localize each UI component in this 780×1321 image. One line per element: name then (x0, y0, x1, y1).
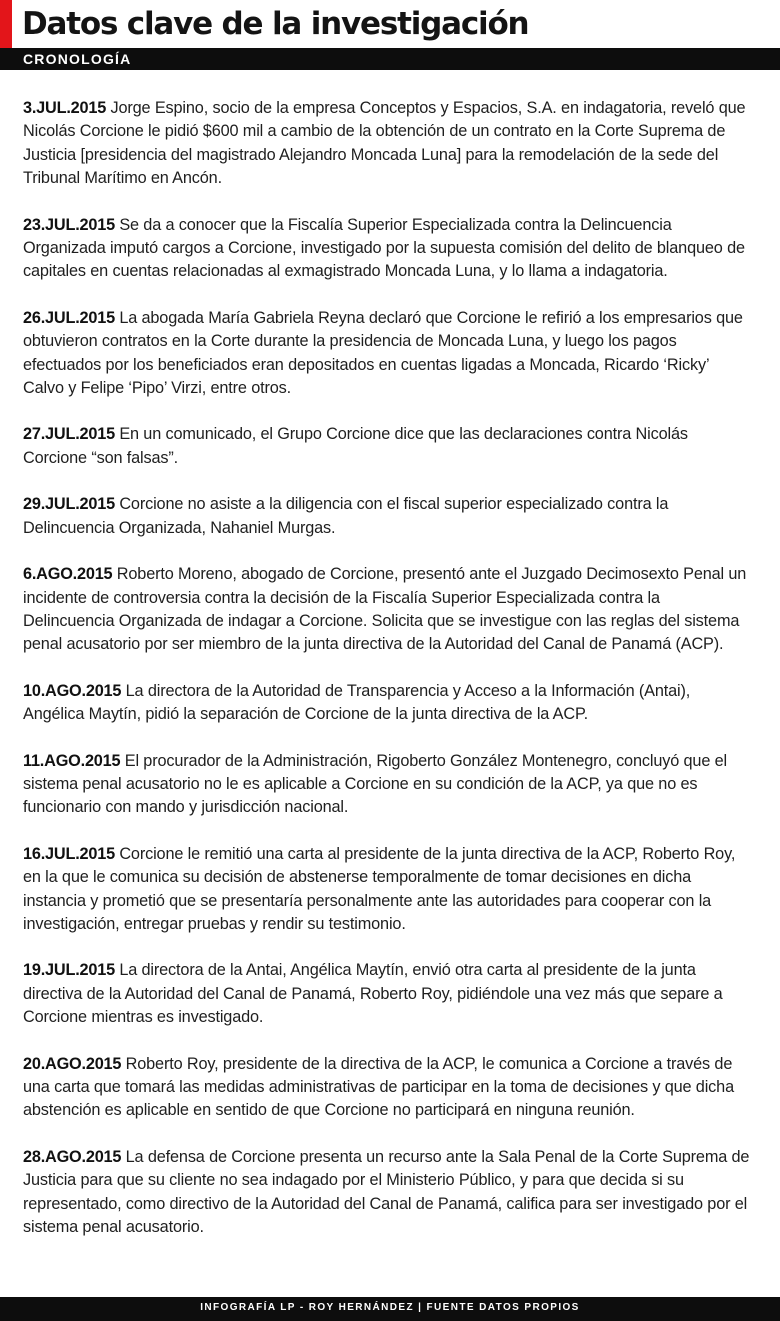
timeline-entry (23, 959, 753, 1029)
entry-text: Corcione le remitió una carta al presidente de la junta directiva de la ACP, Roberto Roy, en la que le comunica su decisión de abstenerse temporalmente de tomar decisiones en dicha instancia y prometió que se presentaría personalmente ante las autoridades para cooperar con la investigación, entregar pruebas y rendir su testimonio. (23, 844, 736, 933)
entry-date: 16.JUL.2015 (23, 844, 115, 863)
entry-text: El procurador de la Administración, Rigoberto González Montenegro, concluyó que el sistema penal acusatorio no le es aplicable a Corcione en su condición de la ACP, ya que no es funcionario con mando y jurisdicción nacional. (23, 751, 727, 817)
timeline-entry (23, 97, 753, 191)
entry-text: Corcione no asiste a la diligencia con el fiscal superior especializado contra la Delincuencia Organizada, Nahaniel Murgas. (23, 495, 669, 537)
entry-date: 10.AGO.2015 (23, 681, 122, 700)
entry-text: Roberto Moreno, abogado de Corcione, presentó ante el Juzgado Decimosexto Penal un incidente de controversia contra la decisión de la Fiscalía Superior Especializada contra la Delincuencia Organizada de indagar a Corcione. Solicita que se investigue con las reglas del sistema penal acusatorio por ser miembro de la junta directiva de la Autoridad del Canal de Panamá (ACP). (23, 565, 747, 654)
entry-date: 28.AGO.2015 (23, 1147, 122, 1166)
footer-credit: INFOGRAFÍA LP - ROY HERNÁNDEZ | FUENTE DATOS PROPIOS (200, 1302, 580, 1313)
entry-text: En un comunicado, el Grupo Corcione dice que las declaraciones contra Nicolás Corcione “son falsas”. (23, 425, 688, 467)
entry-date: 6.AGO.2015 (23, 565, 113, 584)
entry-date: 20.AGO.2015 (23, 1054, 122, 1073)
timeline-entry (23, 843, 753, 937)
entry-text: Roberto Roy, presidente de la directiva de la ACP, le comunica a Corcione a través de una carta que tomará las medidas administrativas de participar en la toma de decisiones y que dicha abstención es aplicable en sentido de que Corcione no participará en ninguna reunión. (23, 1054, 734, 1120)
section-header-bar (0, 48, 780, 70)
entry-text: Se da a conocer que la Fiscalía Superior Especializada contra la Delincuencia Organizada imputó cargos a Corcione, investigado por la supuesta comisión del delito de blanqueo de capitales en cuentas relacionadas al exmagistrado Moncada Luna, y lo llama a indagatoria. (23, 215, 745, 281)
entry-text: La directora de la Antai, Angélica Maytín, envió otra carta al presidente de la junta directiva de la Autoridad del Canal de Panamá, Roberto Roy, pidiéndole una vez más que separe a Corcione mientras es investigado. (23, 961, 723, 1027)
red-accent-bar (0, 0, 12, 48)
entry-date: 26.JUL.2015 (23, 308, 115, 327)
entry-date: 27.JUL.2015 (23, 425, 115, 444)
timeline (23, 97, 753, 1262)
entry-date: 19.JUL.2015 (23, 961, 115, 980)
entry-text: La abogada María Gabriela Reyna declaró que Corcione le refirió a los empresarios que obtuvieron contratos en la Corte durante la presidencia de Moncada Luna, y luego los pagos efectuados por los beneficiados eran depositados en cuentas ligadas a Moncada, Ricardo ‘Ricky’ Calvo y Felipe ‘Pipo’ Virzi, entre otros. (23, 308, 743, 398)
entry-text: La directora de la Autoridad de Transparencia y Acceso a la Información (Antai), Angélica Maytín, pidió la separación de Corcione de la junta directiva de la ACP. (23, 681, 691, 724)
timeline-entry (23, 750, 753, 820)
section-label: CRONOLOGÍA (23, 51, 132, 67)
entry-date: 11.AGO.2015 (23, 751, 121, 770)
timeline-entry (23, 493, 753, 540)
entry-text: La defensa de Corcione presenta un recurso ante la Sala Penal de la Corte Suprema de Justicia para que su cliente no sea indagado por el Ministerio Público, y para que decida si su representado, como directivo de la Autoridad del Canal de Panamá, califica para ser investigado por el sistema penal acusatorio. (23, 1147, 750, 1237)
timeline-entry (23, 307, 753, 401)
timeline-entry (23, 680, 753, 727)
timeline-entry (23, 1053, 753, 1123)
page-title: Datos clave de la investigación (22, 6, 529, 42)
entry-date: 29.JUL.2015 (23, 495, 115, 514)
footer-bar (0, 1297, 780, 1321)
timeline-entry (23, 1146, 753, 1240)
entry-date: 23.JUL.2015 (23, 215, 115, 234)
timeline-entry (23, 563, 753, 657)
entry-text: Jorge Espino, socio de la empresa Conceptos y Espacios, S.A. en indagatoria, reveló que Nicolás Corcione le pidió $600 mil a cambio de la obtención de un contrato en la Corte Suprema de Justicia [presidencia del magistrado Alejandro Moncada Luna] para la remodelación de la sede del Tribunal Marítimo en Ancón. (23, 99, 746, 188)
timeline-entry (23, 214, 753, 284)
timeline-entry (23, 423, 753, 470)
entry-date: 3.JUL.2015 (23, 99, 107, 117)
